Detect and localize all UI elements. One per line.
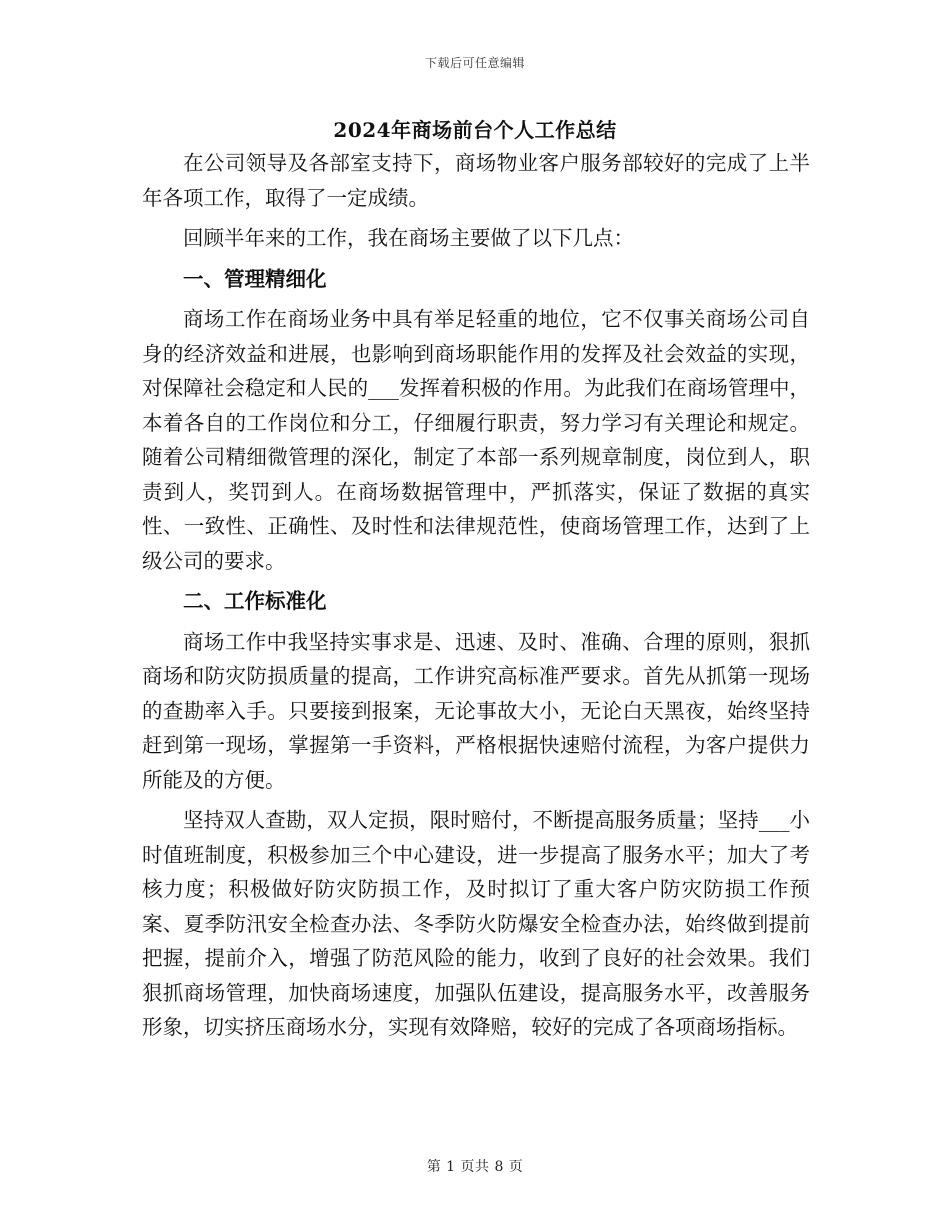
section-heading-management: 一、管理精细化 [183, 266, 327, 291]
paragraph-management: 商场工作在商场业务中具有举足轻重的地位，它不仅事关商场公司自身的经济效益和进展，也影响到商场职能作用的发挥及社会效益的实现，对保障社会稳定和人民的___发挥着积极的作用。为此我们在商场管理中，本着各自的工作岗位和分工，仔细履行职责，努力学习有关理论和规定。随着公司精细微管理的深化，制定了本部一系列规章制度，岗位到人，职责到人，奖罚到人。在商场数据管理中，严抓落实，保证了数据的真实性、一致性、正确性、及时性和法律规范性，使商场管理工作，达到了上级公司的要求。 [142, 307, 810, 573]
download-note: 下载后可任意编辑 [424, 56, 525, 70]
page-number: 第 1 页共 8 页 [426, 1159, 524, 1175]
document-body [142, 146, 810, 1051]
paragraph-standardization: 商场工作中我坚持实事求是、迅速、及时、准确、合理的原则，狠抓商场和防灾防损质量的提高，工作讲究高标准严要求。首先从抓第一现场的查勘率入手。只要接到报案，无论事故大小，无论白天黑夜，始终坚持赶到第一现场，掌握第一手资料，严格根据快速赔付流程，为客户提供力所能及的方便。 [142, 629, 810, 792]
section-heading-standardization: 二、工作标准化 [183, 589, 327, 613]
paragraph-review: 回顾半年来的工作，我在商场主要做了以下几点： [183, 226, 634, 250]
paragraph-service: 坚持双人查勘，双人定损，限时赔付，不断提高服务质量；坚持___小时值班制度，积极参加三个中心建设，进一步提高了服务水平；加大了考核力度；积极做好防灾防损工作，及时拟订了重大客户防灾防损工作预案、夏季防汛安全检查办法、冬季防火防爆安全检查办法，始终做到提前把握，提前介入，增强了防范风险的能力，收到了良好的社会效果。我们狠抓商场管理，加快商场速度，加强队伍建设，提高服务水平，改善服务形象，切实挤压商场水分，实现有效降赔，较好的完成了各项商场指标。 [142, 808, 810, 1039]
document-title: 2024年商场前台个人工作总结 [333, 118, 617, 142]
paragraph-intro: 在公司领导及各部室支持下，商场物业客户服务部较好的完成了上半年各项工作，取得了一定成绩。 [142, 151, 810, 210]
